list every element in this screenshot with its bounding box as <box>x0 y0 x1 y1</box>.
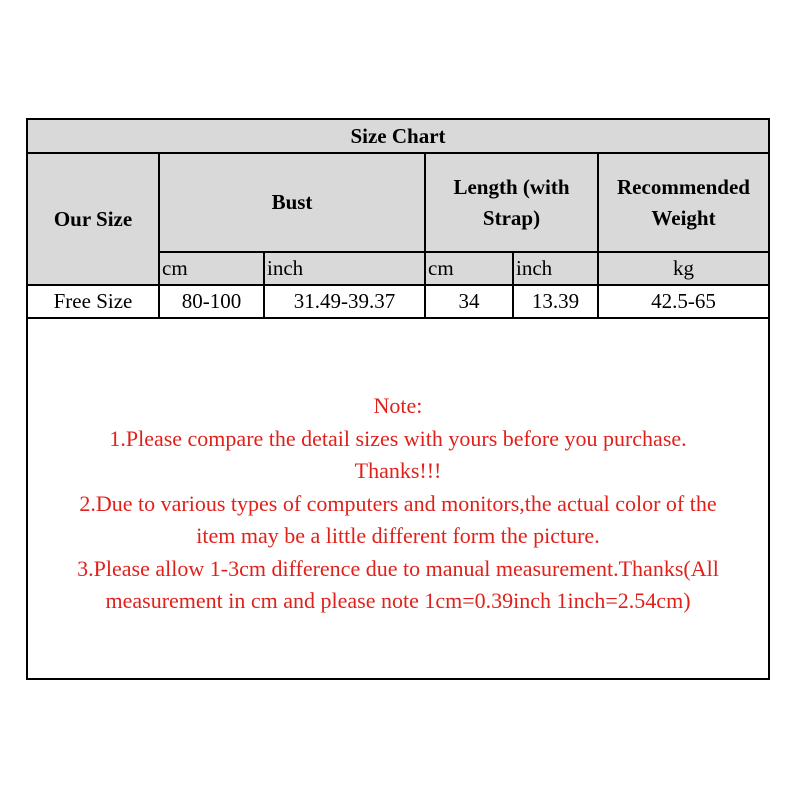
note-line: Thanks!!! <box>354 458 442 483</box>
weight-cell: 42.5-65 <box>598 285 768 318</box>
note-line: item may be a little different form the picture. <box>196 523 600 548</box>
note-line: 2.Due to various types of computers and monitors,the actual color of the <box>79 490 717 516</box>
weight-unit: kg <box>598 252 768 285</box>
bust-cm-unit: cm <box>159 252 264 285</box>
table-title: Size Chart <box>28 120 768 153</box>
size-cell: Free Size <box>28 285 159 318</box>
bust-inch-unit: inch <box>264 252 425 285</box>
note-line: 1.Please compare the detail sizes with yours before you purchase. <box>109 425 687 451</box>
bust-header: Bust <box>159 153 425 252</box>
length-inch-cell: 13.39 <box>513 285 598 318</box>
table-row <box>28 285 768 318</box>
bust-cm-cell: 80-100 <box>159 285 264 318</box>
our-size-header: Our Size <box>28 153 159 285</box>
note-line: measurement in cm and please note 1cm=0.39inch 1inch=2.54cm) <box>105 588 691 613</box>
length-cm-unit: cm <box>425 252 513 285</box>
recommended-weight-header: Recommended Weight <box>598 153 768 252</box>
length-inch-unit: inch <box>513 252 598 285</box>
notes-title: Note: <box>373 393 423 418</box>
notes-section <box>28 390 768 618</box>
header-row <box>28 153 768 252</box>
bust-inch-cell: 31.49-39.37 <box>264 285 425 318</box>
size-table <box>28 120 768 319</box>
length-header: Length (with Strap) <box>425 153 598 252</box>
title-row <box>28 120 768 153</box>
length-cm-cell: 34 <box>425 285 513 318</box>
note-line: 3.Please allow 1-3cm difference due to manual measurement.Thanks(All <box>77 555 719 581</box>
size-chart <box>26 118 770 680</box>
